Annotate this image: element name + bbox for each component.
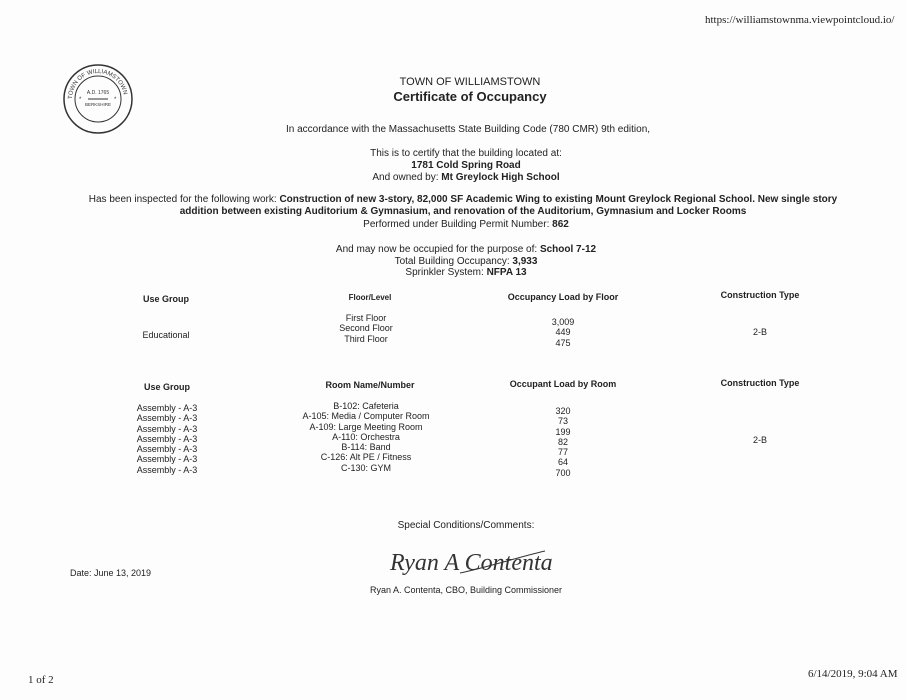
svg-text:TOWN OF WILLIAMSTOWN: TOWN OF WILLIAMSTOWN <box>67 68 128 100</box>
signature-flourish <box>455 548 550 578</box>
svg-text:BERKSHIRE: BERKSHIRE <box>84 102 112 107</box>
occupancy-line <box>395 256 538 267</box>
room-construction: 2-B <box>752 435 768 445</box>
signature: Ryan A Contenta <box>390 550 553 576</box>
occupancy: 3,933 <box>512 256 538 267</box>
work-line-1 <box>89 194 837 205</box>
floor-loads: 3,009 449 475 <box>551 317 575 348</box>
purpose-line <box>336 244 596 255</box>
permit-label: Performed under Building Permit Number: <box>363 219 553 230</box>
permit-number: 862 <box>552 219 569 230</box>
sprinkler: NFPA 13 <box>486 267 527 278</box>
address: 1781 Cold Spring Road <box>411 160 521 171</box>
page-count: 1 of 2 <box>28 674 54 686</box>
work-1: Construction of new 3-story, 82,000 SF Academic Wing to existing Mount Greylock Regional School. New single story <box>279 194 838 205</box>
owner: Mt Greylock High School <box>441 172 560 183</box>
town-name: TOWN OF WILLIAMSTOWN <box>399 76 541 88</box>
work-2: addition between existing Auditorium & Gymnasium, and renovation of the Auditorium, Gymnasium and Locker Rooms <box>179 206 747 217</box>
svg-text:*: * <box>79 97 82 103</box>
document-title: Certificate of Occupancy <box>393 89 547 104</box>
room-loads: 320 73 199 82 77 64 700 <box>555 406 571 478</box>
room-names: B-102: Cafeteria A-105: Media / Computer Room A-109: Large Meeting Room A-110: Orchestra B-114: Band C-126: Alt PE / Fitness C-130: GYM <box>302 401 430 473</box>
page-url: https://williamstownma.viewpointcloud.io/ <box>705 14 895 26</box>
sprinkler-label: Sprinkler System: <box>405 267 487 278</box>
inspected-label: Has been inspected for the following work: <box>88 194 280 205</box>
occupancy-label: Total Building Occupancy: <box>394 256 513 267</box>
owner-line <box>372 172 559 183</box>
room-header-construction: Construction Type <box>720 378 800 388</box>
room-header-load: Occupant Load by Room <box>509 379 617 389</box>
room-use-groups: Assembly - A-3 Assembly - A-3 Assembly - A-3 Assembly - A-3 Assembly - A-3 Assembly - A-3 Assembly - A-3 <box>136 403 198 475</box>
permit-line <box>363 219 569 230</box>
sprinkler-line <box>405 267 526 278</box>
room-header-room: Room Name/Number <box>325 380 415 390</box>
svg-text:A.D. 1765: A.D. 1765 <box>86 90 110 96</box>
floor-header-load: Occupancy Load by Floor <box>507 292 619 302</box>
room-header-use-group: Use Group <box>143 382 191 392</box>
signer-name: Ryan A. Contenta, CBO, Building Commissioner <box>369 585 563 595</box>
floor-header-use-group: Use Group <box>142 294 190 304</box>
special-conditions: Special Conditions/Comments: <box>397 520 535 531</box>
floor-construction: 2-B <box>752 327 768 337</box>
floor-levels: First Floor Second Floor Third Floor <box>339 313 393 344</box>
purpose-label: And may now be occupied for the purpose of: <box>335 244 540 255</box>
code-line: In accordance with the Massachusetts State Building Code (780 CMR) 9th edition, <box>285 124 651 135</box>
print-timestamp: 6/14/2019, 9:04 AM <box>808 668 898 680</box>
svg-text:*: * <box>114 97 117 103</box>
town-seal-logo <box>62 63 134 135</box>
issue-date: Date: June 13, 2019 <box>70 568 152 578</box>
purpose: School 7-12 <box>539 244 597 255</box>
floor-header-level: Floor/Level <box>348 293 392 302</box>
owned-label: And owned by: <box>372 172 442 183</box>
certify-line: This is to certify that the building located at: <box>370 148 562 159</box>
floor-use-group: Educational <box>142 330 190 340</box>
floor-header-construction: Construction Type <box>720 290 800 300</box>
